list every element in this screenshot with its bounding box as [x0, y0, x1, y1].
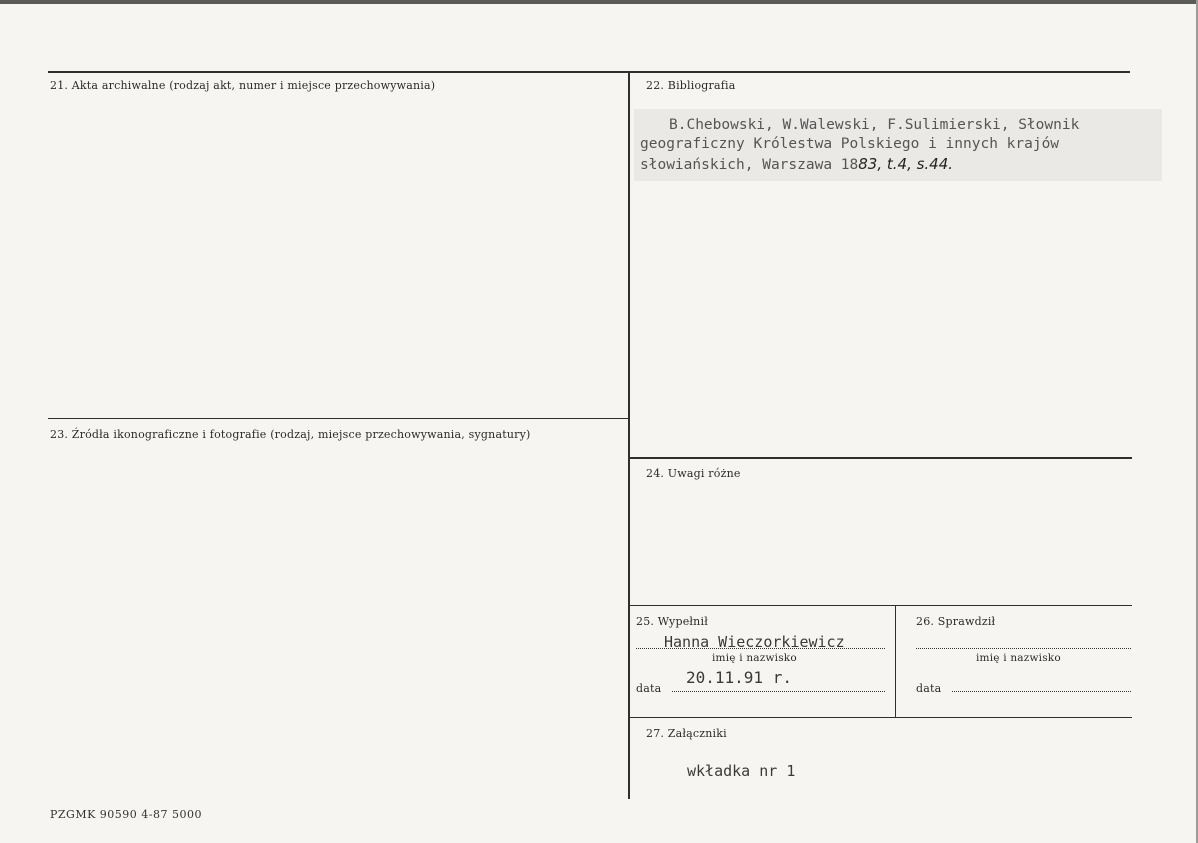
bibliography-handwritten-note: 83, t.4, s.44. — [858, 155, 954, 173]
filled-by-date-line — [672, 691, 885, 692]
right-section-divider-24 — [629, 457, 1132, 459]
filled-by-date-label: data — [636, 682, 662, 695]
checked-by-name-line — [916, 648, 1131, 649]
filled-by-name-caption: imię i nazwisko — [712, 652, 797, 664]
left-section-divider — [48, 418, 628, 419]
checked-by-date-line — [952, 691, 1131, 692]
section-27-label: 27. Załączniki — [646, 727, 727, 740]
bibliography-line-3-typed: słowiańskich, Warszawa 18 — [640, 157, 859, 173]
filled-by-name-value: Hanna Wieczorkiewicz — [664, 633, 845, 651]
checked-by-name-caption: imię i nazwisko — [976, 652, 1061, 664]
checked-by-date-label: data — [916, 682, 942, 695]
attachments-value: wkładka nr 1 — [687, 762, 796, 780]
section-23-label: 23. Źródła ikonograficzne i fotografie (rodzaj, miejsce przechowywania, sygnatury) — [50, 428, 531, 441]
bibliography-line-3 — [640, 155, 953, 173]
section-25-label: 25. Wypełnił — [636, 615, 708, 628]
right-section-divider-25 — [629, 605, 1132, 606]
filled-by-name-line — [636, 648, 885, 649]
section-21-label: 21. Akta archiwalne (rodzaj akt, numer i miejsce przechowywania) — [50, 79, 436, 92]
right-section-divider-27 — [629, 717, 1132, 718]
center-vertical-rule — [628, 72, 630, 799]
bibliography-line-2: geograficzny Królestwa Polskiego i innych krajów — [640, 136, 1060, 152]
section-26-label: 26. Sprawdził — [916, 615, 996, 628]
print-code: PZGMK 90590 4-87 5000 — [50, 808, 203, 821]
top-edge — [0, 0, 1198, 4]
section-24-label: 24. Uwagi różne — [646, 467, 741, 480]
signature-vertical-rule — [895, 606, 896, 718]
filled-by-date-value: 20.11.91 r. — [686, 668, 792, 687]
section-22-label: 22. Bibliografia — [646, 79, 736, 92]
top-rule — [48, 71, 1130, 73]
bibliography-line-1: B.Chebowski, W.Walewski, F.Sulimierski, Słownik — [669, 117, 1080, 133]
bibliography-entry — [634, 109, 1162, 181]
